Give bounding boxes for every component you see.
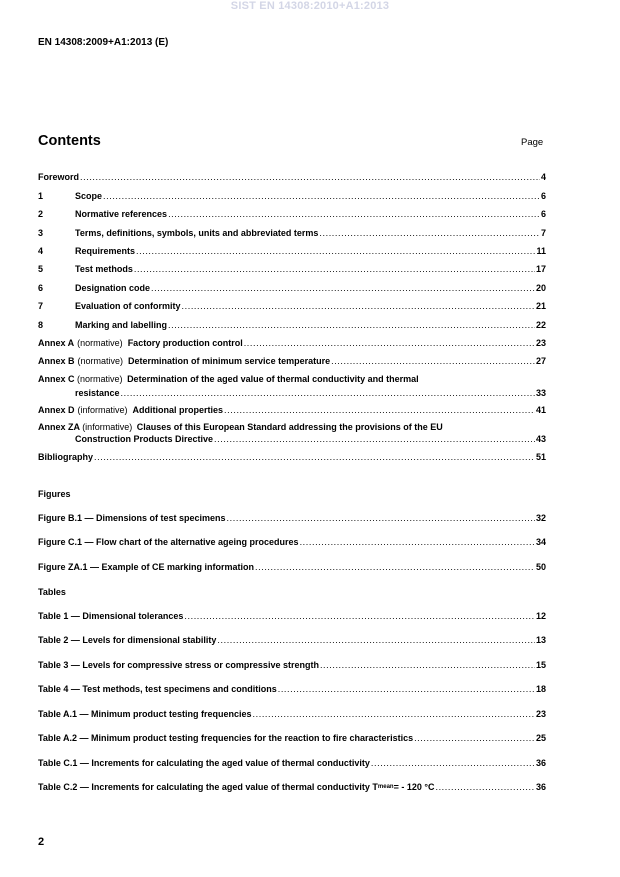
leader-dots: [244, 338, 535, 349]
toc-page: 18: [535, 684, 546, 694]
leader-dots: [136, 246, 535, 257]
toc-entry-table-2[interactable]: [38, 635, 546, 646]
toc-entry-scope[interactable]: [38, 191, 546, 202]
toc-title-continued: resistance: [75, 388, 120, 398]
toc-number: 3: [38, 228, 44, 238]
toc-entry-bibliography[interactable]: [38, 452, 546, 463]
toc-page: 6: [540, 191, 546, 201]
toc-entry-figure-za1[interactable]: [38, 562, 546, 573]
leader-dots: [227, 513, 535, 524]
toc-title-suffix: = - 120 °C: [393, 782, 435, 792]
toc-number: 7: [38, 301, 44, 311]
leader-dots: [103, 191, 540, 202]
toc-title: Table 4 — Test methods, test specimens and conditions: [38, 684, 277, 694]
leader-dots: [168, 320, 535, 331]
toc-page: 36: [535, 782, 546, 792]
toc-title: Table 1 — Dimensional tolerances: [38, 611, 184, 621]
toc-entry-designation-code[interactable]: [38, 283, 546, 294]
toc-page: 11: [536, 246, 546, 256]
toc-title: Table 2 — Levels for dimensional stability: [38, 635, 217, 645]
leader-dots: [435, 782, 535, 793]
toc-page: 21: [535, 301, 546, 311]
toc-entry-annex-d[interactable]: [38, 405, 546, 416]
toc-entry-annex-za[interactable]: [38, 422, 546, 445]
toc-entry-annex-c[interactable]: [38, 374, 546, 399]
toc-title: Figure B.1 — Dimensions of test specimens: [38, 513, 226, 523]
toc-title: Clauses of this European Standard addressing the provisions of the EU: [136, 422, 443, 432]
toc-page: 20: [535, 283, 546, 293]
toc-number: 6: [38, 283, 44, 293]
leader-dots: [94, 452, 535, 463]
toc-title: Table C.2 — Increments for calculating the aged value of thermal conductivity T: [38, 782, 378, 792]
leader-dots: [300, 537, 535, 548]
toc-title: Determination of minimum service temperature: [128, 356, 331, 366]
toc-entry-test-methods[interactable]: [38, 264, 546, 275]
toc-title: Table 3 — Levels for compressive stress or compressive strength: [38, 660, 319, 670]
toc-title: Table A.2 — Minimum product testing frequencies for the reaction to fire characteristics: [38, 733, 414, 743]
toc-entry-annex-b[interactable]: [38, 356, 546, 367]
toc-entry-evaluation-of-conformity[interactable]: [38, 301, 546, 312]
leader-dots: [134, 264, 535, 275]
toc-title: Designation code: [75, 283, 151, 293]
toc-page: 34: [535, 537, 546, 547]
leader-dots: [151, 283, 535, 294]
leader-dots: [224, 405, 535, 416]
toc-title: Figure C.1 — Flow chart of the alternative ageing procedures: [38, 537, 299, 547]
toc-page: 7: [540, 228, 546, 238]
leader-dots: [184, 611, 535, 622]
toc-page: 36: [535, 758, 546, 768]
toc-page: 25: [535, 733, 546, 743]
toc-entry-annex-a[interactable]: [38, 338, 546, 349]
toc-entry-requirements[interactable]: [38, 246, 546, 257]
toc-page: 15: [535, 660, 546, 670]
leader-dots: [371, 758, 535, 769]
toc-entry-foreword[interactable]: [38, 172, 546, 183]
toc-title: Scope: [75, 191, 103, 201]
toc-title: Terms, definitions, symbols, units and abbreviated terms: [75, 228, 319, 238]
toc-number: 1: [38, 191, 44, 201]
toc-entry-table-1[interactable]: [38, 611, 546, 622]
leader-dots: [319, 228, 540, 239]
leader-dots: [331, 356, 535, 367]
toc-title: Requirements: [75, 246, 136, 256]
leader-dots: [214, 434, 535, 445]
toc-title: Determination of the aged value of thermal conductivity and thermal: [127, 374, 419, 384]
leader-dots: [278, 684, 535, 695]
toc-number: 5: [38, 264, 44, 274]
toc-entry-table-3[interactable]: [38, 660, 546, 671]
leader-dots: [255, 562, 535, 573]
annex-label: Annex A: [38, 338, 75, 348]
toc-title: Figure ZA.1 — Example of CE marking information: [38, 562, 255, 572]
leader-dots: [182, 301, 535, 312]
toc-page: 12: [535, 611, 546, 621]
toc-entry-table-a1[interactable]: [38, 709, 546, 720]
toc-entry-marking-and-labelling[interactable]: [38, 320, 546, 331]
toc-title: Foreword: [38, 172, 80, 182]
toc-page: 33: [535, 388, 546, 398]
toc-title: Table A.1 — Minimum product testing frequencies: [38, 709, 252, 719]
toc-title: Normative references: [75, 209, 168, 219]
toc-title-continued: Construction Products Directive: [75, 434, 214, 444]
toc-entry-normative-references[interactable]: [38, 209, 546, 220]
toc-page: 32: [535, 513, 546, 523]
toc-title: Test methods: [75, 264, 133, 274]
toc-entry-terms[interactable]: [38, 228, 546, 239]
toc-title-subscript: mean: [377, 784, 394, 790]
toc-entry-table-c2[interactable]: [38, 782, 546, 793]
annex-kind: (informative): [77, 405, 128, 415]
toc-title: Factory production control: [127, 338, 243, 348]
toc-page: 23: [535, 338, 546, 348]
toc-number: 2: [38, 209, 44, 219]
leader-dots: [168, 209, 540, 220]
annex-kind: (normative): [77, 374, 123, 384]
toc-page: 23: [535, 709, 546, 719]
toc-page: 50: [535, 562, 546, 572]
toc-title: Bibliography: [38, 452, 94, 462]
watermark: SIST EN 14308:2010+A1:2013: [230, 0, 390, 12]
figures-heading: Figures: [38, 489, 71, 499]
annex-label: Annex C: [38, 374, 75, 384]
annex-kind: (informative): [82, 422, 133, 432]
document-id: EN 14308:2009+A1:2013 (E): [38, 37, 169, 48]
toc-title: Additional properties: [132, 405, 224, 415]
annex-label: Annex B: [38, 356, 75, 366]
toc-entry-figure-c1[interactable]: [38, 537, 546, 548]
tables-heading: Tables: [38, 587, 66, 597]
annex-label: Annex D: [38, 405, 75, 415]
toc-page: 4: [540, 172, 546, 182]
toc-page: 41: [535, 405, 546, 415]
toc-number: 8: [38, 320, 44, 330]
contents-title: Contents: [38, 133, 101, 149]
toc-page: 51: [535, 452, 546, 462]
toc-page: 6: [540, 209, 546, 219]
toc-title: Evaluation of conformity: [75, 301, 181, 311]
page-number: 2: [38, 836, 45, 848]
toc-page: 43: [535, 434, 546, 444]
annex-kind: (normative): [77, 356, 124, 366]
toc-number: 4: [38, 246, 44, 256]
leader-dots: [121, 388, 535, 399]
toc-title: Marking and labelling: [75, 320, 168, 330]
leader-dots: [320, 660, 535, 671]
leader-dots: [80, 172, 540, 183]
toc-page: 22: [535, 320, 546, 330]
toc-entry-table-a2[interactable]: [38, 733, 546, 744]
toc-page: 17: [535, 264, 546, 274]
leader-dots: [217, 635, 535, 646]
toc-page: 27: [535, 356, 546, 366]
leader-dots: [414, 733, 535, 744]
toc-entry-table-c1[interactable]: [38, 758, 546, 769]
toc-page: 13: [535, 635, 546, 645]
toc-title: Table C.1 — Increments for calculating the aged value of thermal conductivity: [38, 758, 370, 768]
leader-dots: [253, 709, 535, 720]
page-column-label: Page: [521, 137, 544, 148]
annex-label: Annex ZA: [38, 422, 80, 432]
toc-entry-table-4[interactable]: [38, 684, 546, 695]
annex-kind: (normative): [77, 338, 123, 348]
toc-entry-figure-b1[interactable]: [38, 513, 546, 524]
